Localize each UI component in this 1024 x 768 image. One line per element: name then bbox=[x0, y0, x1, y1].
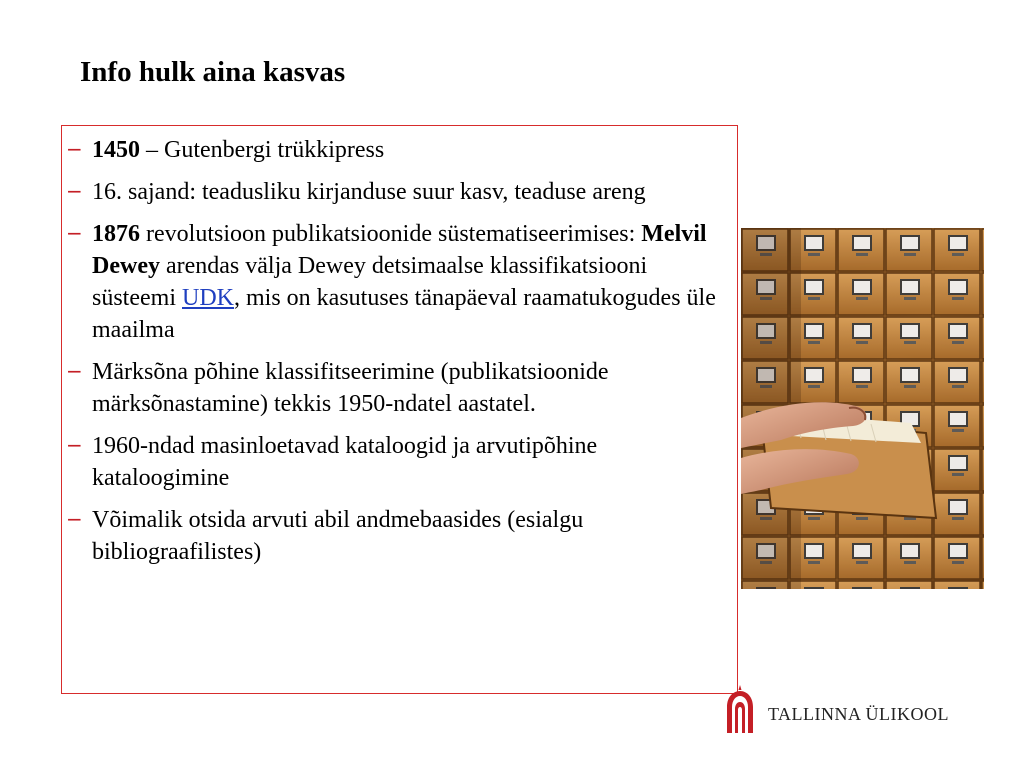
dash-bullet-icon: − bbox=[66, 433, 83, 457]
bullet-list bbox=[62, 134, 732, 578]
list-item bbox=[62, 176, 732, 208]
dash-bullet-icon: − bbox=[66, 221, 83, 245]
item-text: 16. sajand: teadusliku kirjanduse suur kasv, teaduse areng bbox=[92, 179, 646, 205]
dash-bullet-icon: − bbox=[66, 137, 83, 161]
list-item bbox=[62, 134, 732, 166]
list-item bbox=[62, 356, 732, 420]
item-text: Võimalik otsida arvuti abil andmebaasides (esialgu bibliograafilistes) bbox=[92, 507, 584, 565]
slide-title: Info hulk aina kasvas bbox=[80, 56, 346, 88]
item-text: , mis on kasutuses tänapäeval raamatukogudes üle maailma bbox=[92, 285, 716, 343]
person-name: Melvil Dewey bbox=[92, 221, 707, 279]
university-logo bbox=[724, 685, 974, 740]
content-box bbox=[61, 125, 738, 694]
dash-bullet-icon: − bbox=[66, 507, 83, 531]
udk-link[interactable]: UDK bbox=[182, 285, 234, 311]
item-text: arendas välja Dewey detsimaalse klassifikatsiooni süsteemi bbox=[92, 253, 648, 311]
dash-bullet-icon: − bbox=[66, 179, 83, 203]
list-item bbox=[62, 430, 732, 494]
item-text: 1960-ndad masinloetavad kataloogid ja arvutipõhine kataloogimine bbox=[92, 433, 598, 491]
list-item bbox=[62, 218, 732, 346]
year-label: 1876 bbox=[92, 221, 140, 247]
item-text: – Gutenbergi trükkipress bbox=[140, 137, 385, 163]
year-label: 1450 bbox=[92, 137, 140, 163]
university-crest-icon bbox=[724, 685, 756, 735]
university-name: TALLINNA ÜLIKOOL bbox=[768, 704, 950, 724]
list-item bbox=[62, 504, 732, 568]
card-catalog-photo bbox=[741, 228, 984, 589]
item-text: Märksõna põhine klassifitseerimine (publikatsioonide märksõnastamine) tekkis 1950-ndatel aastatel. bbox=[92, 359, 609, 417]
item-text: revolutsioon publikatsioonide süstematiseerimises: bbox=[140, 221, 642, 247]
dash-bullet-icon: − bbox=[66, 359, 83, 383]
